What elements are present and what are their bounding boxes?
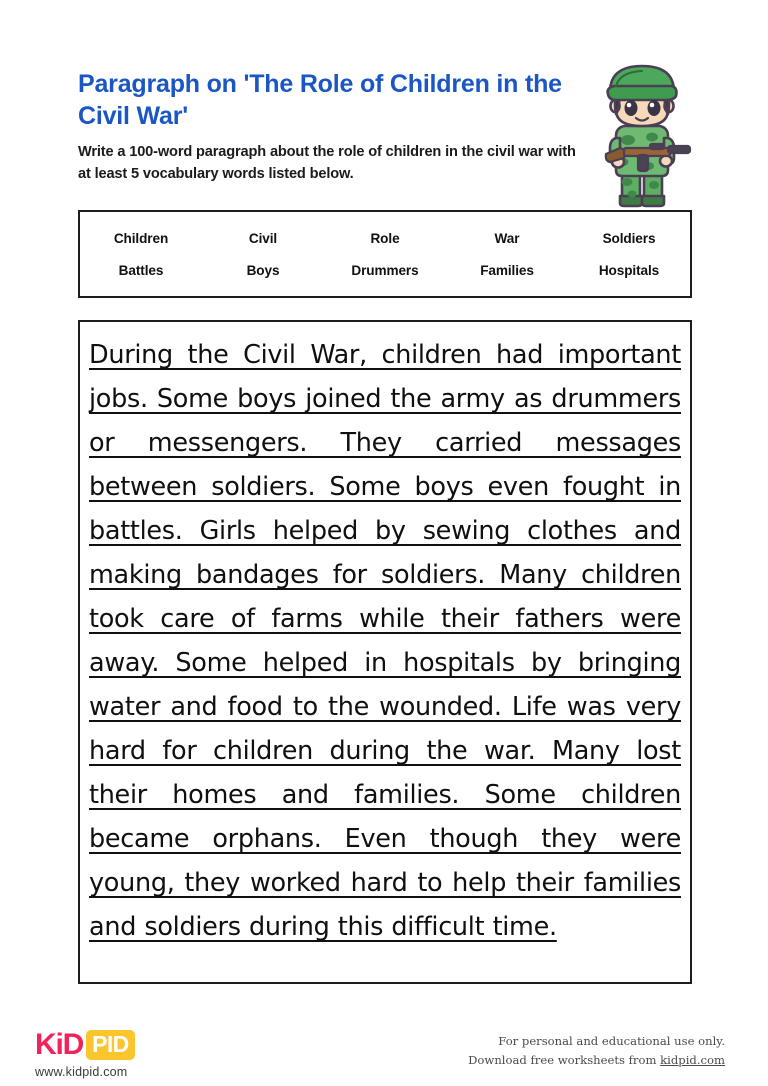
vocabulary-word: War — [494, 230, 520, 246]
vocabulary-word: Hospitals — [598, 262, 660, 278]
page-footer — [0, 1012, 768, 1086]
vocabulary-word: Drummers — [351, 262, 419, 278]
footer-note-line-1: For personal and educational use only. — [498, 1034, 725, 1048]
vocabulary-box — [78, 210, 692, 298]
kidpid-link[interactable]: kidpid.com — [660, 1052, 725, 1067]
vocabulary-row — [80, 231, 690, 246]
footer-note-prefix: Download free worksheets from — [468, 1052, 661, 1067]
logo-wordmark — [35, 1030, 245, 1060]
vocabulary-word: Soldiers — [602, 230, 656, 246]
soldier-boy-icon — [586, 58, 698, 210]
vocabulary-row — [80, 263, 690, 278]
vocabulary-word: Civil — [248, 230, 278, 246]
logo-pid-badge: PID — [86, 1030, 135, 1060]
kidpid-logo[interactable] — [35, 1030, 245, 1079]
page-title: Paragraph on 'The Role of Children in the Civil War' — [78, 70, 562, 130]
vocabulary-word: Children — [113, 230, 169, 246]
writing-answer-box[interactable] — [78, 320, 692, 984]
logo-url-text: www.kidpid.com — [35, 1065, 128, 1079]
answer-paragraph-text[interactable]: During the Civil War, children had important jobs. Some boys joined the army as drummers or messengers. They carried messages between soldiers. Some boys even fought in battles. Girls helped by sewing clothes and making bandages for soldiers. Many children took care of farms while their fathers were away. Some helped in hospitals by bringing water and food to the wounded. Life was very hard for children during the war. Many lost their homes and families. Some children became orphans. Even though they were young, they worked hard to help their families and soldiers during this difficult time. — [89, 340, 681, 942]
vocabulary-word: Boys — [246, 262, 280, 278]
footer-note — [468, 1032, 725, 1070]
vocabulary-word: Battles — [118, 262, 164, 278]
instructions-text: Write a 100-word paragraph about the role of children in the civil war with at least 5 vocabulary words listed below. — [78, 144, 576, 183]
footer-note-line-2 — [468, 1051, 725, 1070]
vocabulary-word: Families — [480, 262, 534, 278]
logo-kid-text: KiD — [35, 1028, 84, 1061]
vocabulary-word: Role — [370, 230, 400, 246]
